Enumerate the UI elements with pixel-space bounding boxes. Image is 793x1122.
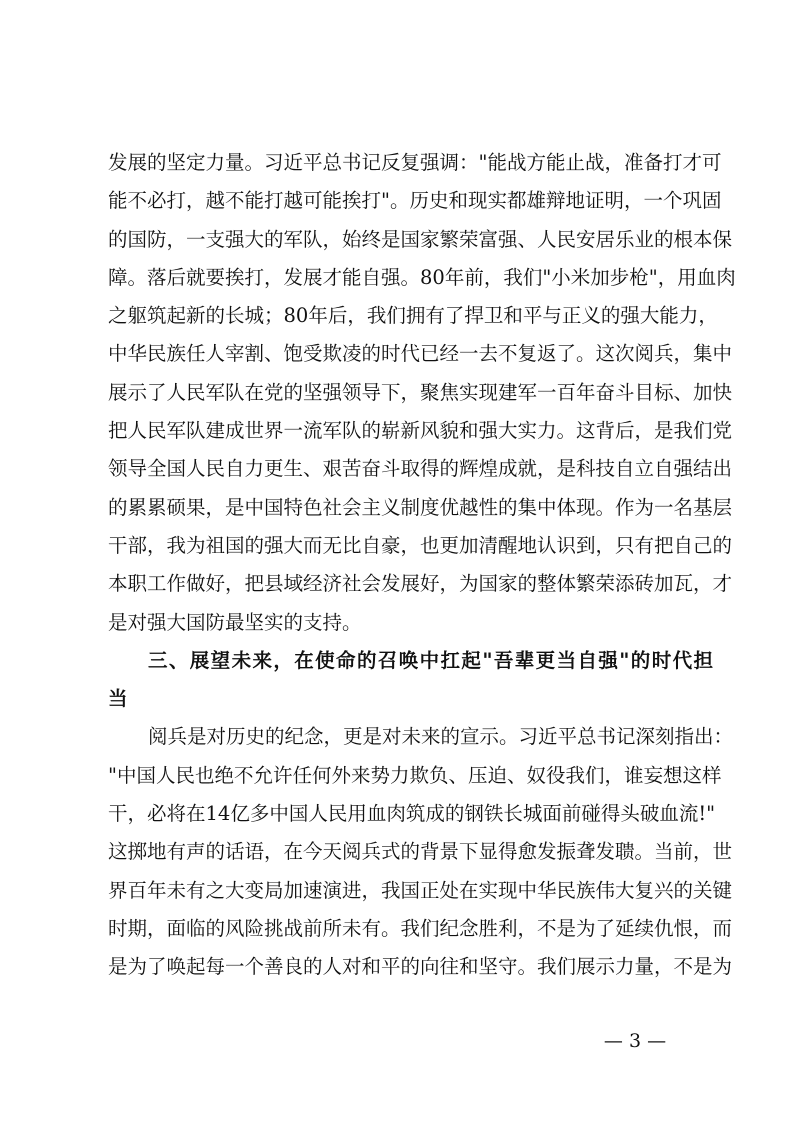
paragraph-parade-future — [108, 718, 734, 986]
page-number: — 3 — — [603, 1030, 667, 1052]
text-line: 干，必将在14亿多中国人民用血肉筑成的钢铁长城面前碰得头破血流!" — [108, 802, 716, 826]
heading-line: 三、展望未来，在使命的召唤中扛起"吾辈更当自强"的时代担 — [148, 648, 713, 672]
text-line: 中华民族任人宰割、饱受欺凌的时代已经一去不复返了。这次阅兵，集中 — [108, 342, 733, 366]
text-line: 界百年未有之大变局加速演进，我国正处在实现中华民族伟大复兴的关键 — [108, 878, 733, 902]
text-line: 能不必打，越不能打越可能挨打"。历史和现实都雄辩地证明，一个巩固 — [108, 189, 722, 213]
text-line: 阅兵是对历史的纪念，更是对未来的宣示。习近平总书记深刻指出： — [148, 725, 734, 749]
text-line: 展示了人民军队在党的坚强领导下，聚焦实现建军一百年奋斗目标、加快 — [108, 380, 733, 404]
text-line: 时期，面临的风险挑战前所未有。我们纪念胜利，不是为了延续仇恨，而 — [108, 916, 733, 940]
text-line: 的国防，一支强大的军队，始终是国家繁荣富强、人民安居乐业的根本保 — [108, 227, 733, 251]
section-heading-three — [108, 642, 713, 719]
text-line: 的累累硕果，是中国特色社会主义制度优越性的集中体现。作为一名基层 — [108, 495, 733, 519]
text-line: "中国人民也绝不允许任何外来势力欺负、压迫、奴役我们，谁妄想这样 — [108, 763, 722, 787]
text-line: 是为了唤起每一个善良的人对和平的向往和坚守。我们展示力量，不是为 — [108, 955, 733, 979]
text-line: 障。落后就要挨打，发展才能自强。80年前，我们"小米加步枪"，用血肉 — [108, 265, 736, 289]
paragraph-national-defense — [108, 144, 736, 642]
heading-line: 当 — [108, 687, 128, 711]
text-line: 干部，我为祖国的强大而无比自豪，也更加清醒地认识到，只有把自己的 — [108, 533, 733, 557]
text-line: 领导全国人民自力更生、艰苦奋斗取得的辉煌成就，是科技自立自强结出 — [108, 457, 733, 481]
text-line: 本职工作做好，把县域经济社会发展好，为国家的整体繁荣添砖加瓦，才 — [108, 572, 733, 596]
body-text — [108, 144, 736, 987]
text-line: 这掷地有声的话语，在今天阅兵式的背景下显得愈发振聋发聩。当前，世 — [108, 840, 733, 864]
text-line: 发展的坚定力量。习近平总书记反复强调："能战方能止战，准备打才可 — [108, 151, 722, 174]
text-line: 把人民军队建成世界一流军队的崭新风貌和强大实力。这背后，是我们党 — [108, 419, 733, 443]
text-line: 是对强大国防最坚实的支持。 — [108, 610, 362, 634]
text-line: 之躯筑起新的长城；80年后，我们拥有了捍卫和平与正义的强大能力， — [108, 304, 718, 328]
